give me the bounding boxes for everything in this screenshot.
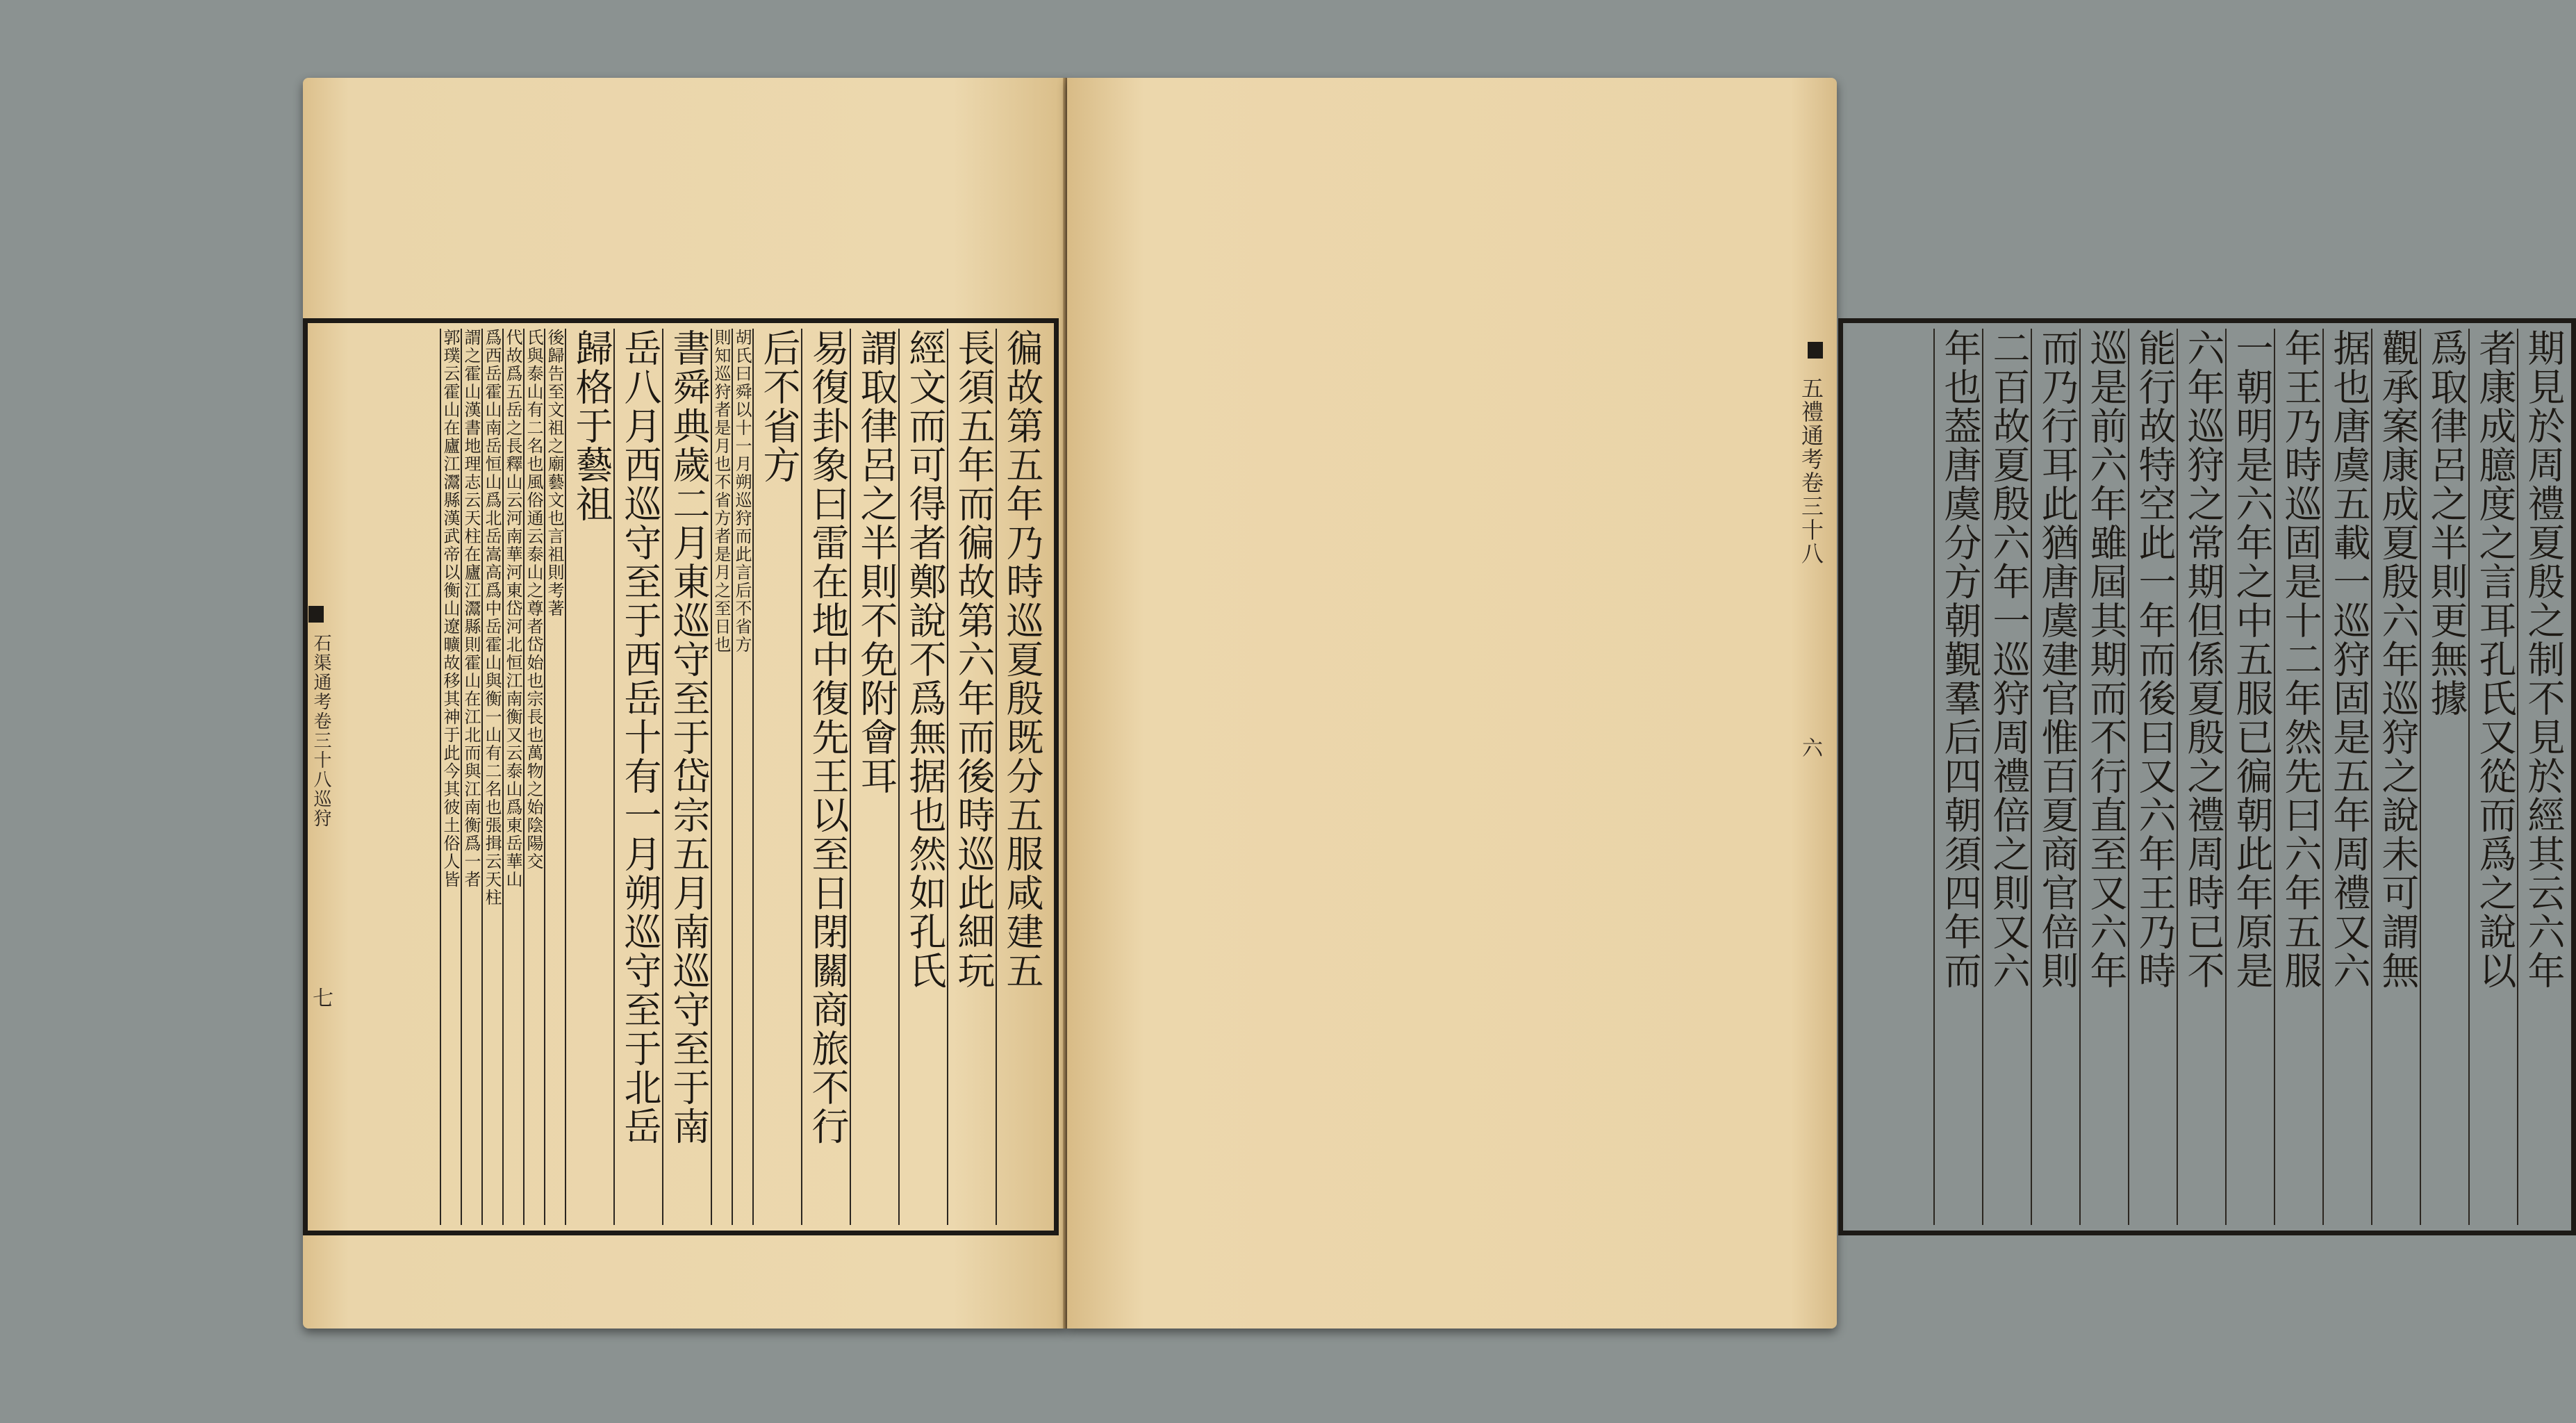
text-column: 六年巡狩之常期但係夏殷之禮周時已不 bbox=[2177, 329, 2224, 1225]
text-column: 能行故特空此一年而後曰又六年王乃時 bbox=[2128, 329, 2175, 1225]
text-column: 氏與泰山有二名也風俗通云泰山之尊者岱始也宗長也萬物之始陰陽交 bbox=[523, 329, 543, 1225]
right-text-frame bbox=[1838, 318, 2576, 1235]
text-column: 爲取律呂之半則更無據 bbox=[2420, 329, 2467, 1225]
text-column: 歸格于藝祖 bbox=[565, 329, 612, 1225]
text-column: 則知巡狩者是月也不省方者是月之至日也 bbox=[711, 329, 730, 1225]
text-column: 据也唐虞五載一巡狩固是五年周禮又六 bbox=[2322, 329, 2370, 1225]
text-column: 書舜典歲二月東巡守至于岱宗五月南巡守至于南 bbox=[662, 329, 709, 1225]
text-column: 後歸告至文祖之廟藝文也言祖則考著 bbox=[544, 329, 563, 1225]
text-column: 而乃行耳此猶唐虞建官惟百夏商官倍則 bbox=[2031, 329, 2078, 1225]
text-column: 長須五年而徧故第六年而後時巡此細玩 bbox=[947, 329, 994, 1225]
text-column: 謂取律呂之半則不免附會耳 bbox=[850, 329, 897, 1225]
text-column: 胡氏曰舜以十一月朔巡狩而此言后不省方 bbox=[732, 329, 751, 1225]
text-column: 一朝明是六年之中五服已徧朝此年原是 bbox=[2225, 329, 2272, 1225]
fishtail-mark bbox=[1808, 342, 1823, 359]
text-column: 期見於周禮夏殷之制不見於經其云六年 bbox=[2517, 329, 2564, 1225]
text-column: 巡是前六年雖屆其期而不行直至又六年 bbox=[2079, 329, 2127, 1225]
text-column: 者康成臆度之言耳孔氏又從而爲之說以 bbox=[2468, 329, 2516, 1225]
text-column: 謂之霍山漢書地理志云天柱在廬江灊縣則霍山在江北而與江南衡爲一者 bbox=[461, 329, 480, 1225]
text-column: 郭璞云霍山在廬江灊縣漢武帝以衡山遼曠故移其神于此今其彼土俗人皆 bbox=[440, 329, 459, 1225]
text-column: 徧故第五年乃時巡夏殷既分五服咸建五 bbox=[996, 329, 1043, 1225]
left-margin-title: 石渠通考卷三十八巡狩 bbox=[311, 634, 331, 828]
left-text-frame bbox=[303, 318, 1059, 1235]
right-margin-title: 五禮通考卷三十八 bbox=[1798, 377, 1824, 566]
left-page bbox=[303, 78, 1067, 1329]
text-column: 后不省方 bbox=[752, 329, 800, 1225]
right-page bbox=[1067, 78, 2566, 1329]
text-column: 代故爲五岳之長釋山云河南華河東岱河北恒江南衡又云泰山爲東岳華山 bbox=[502, 329, 522, 1225]
text-column: 易復卦象曰雷在地中復先王以至日閉關商旅不行 bbox=[801, 329, 848, 1225]
text-column: 二百故夏殷六年一巡狩周禮倍之則又六 bbox=[1982, 329, 2029, 1225]
left-fold-number: 七 bbox=[313, 987, 333, 1011]
text-column: 年王乃時巡固是十二年然先曰六年五服 bbox=[2274, 329, 2321, 1225]
text-column: 爲西岳霍山南岳恒山爲北岳嵩高爲中岳霍山與衡一山有二名也張揖云天柱 bbox=[481, 329, 501, 1225]
right-fold-number: 六 bbox=[1802, 737, 1823, 761]
text-column: 觀承案康成夏殷六年巡狩之說未可謂無 bbox=[2371, 329, 2418, 1225]
text-column: 岳八月西巡守至于西岳十有一月朔巡守至于北岳 bbox=[613, 329, 661, 1225]
text-column: 年也葢唐虞分方朝覲羣后四朝須四年而 bbox=[1933, 329, 1981, 1225]
text-column: 經文而可得者鄭說不爲無据也然如孔氏 bbox=[898, 329, 946, 1225]
open-book bbox=[303, 78, 2566, 1356]
